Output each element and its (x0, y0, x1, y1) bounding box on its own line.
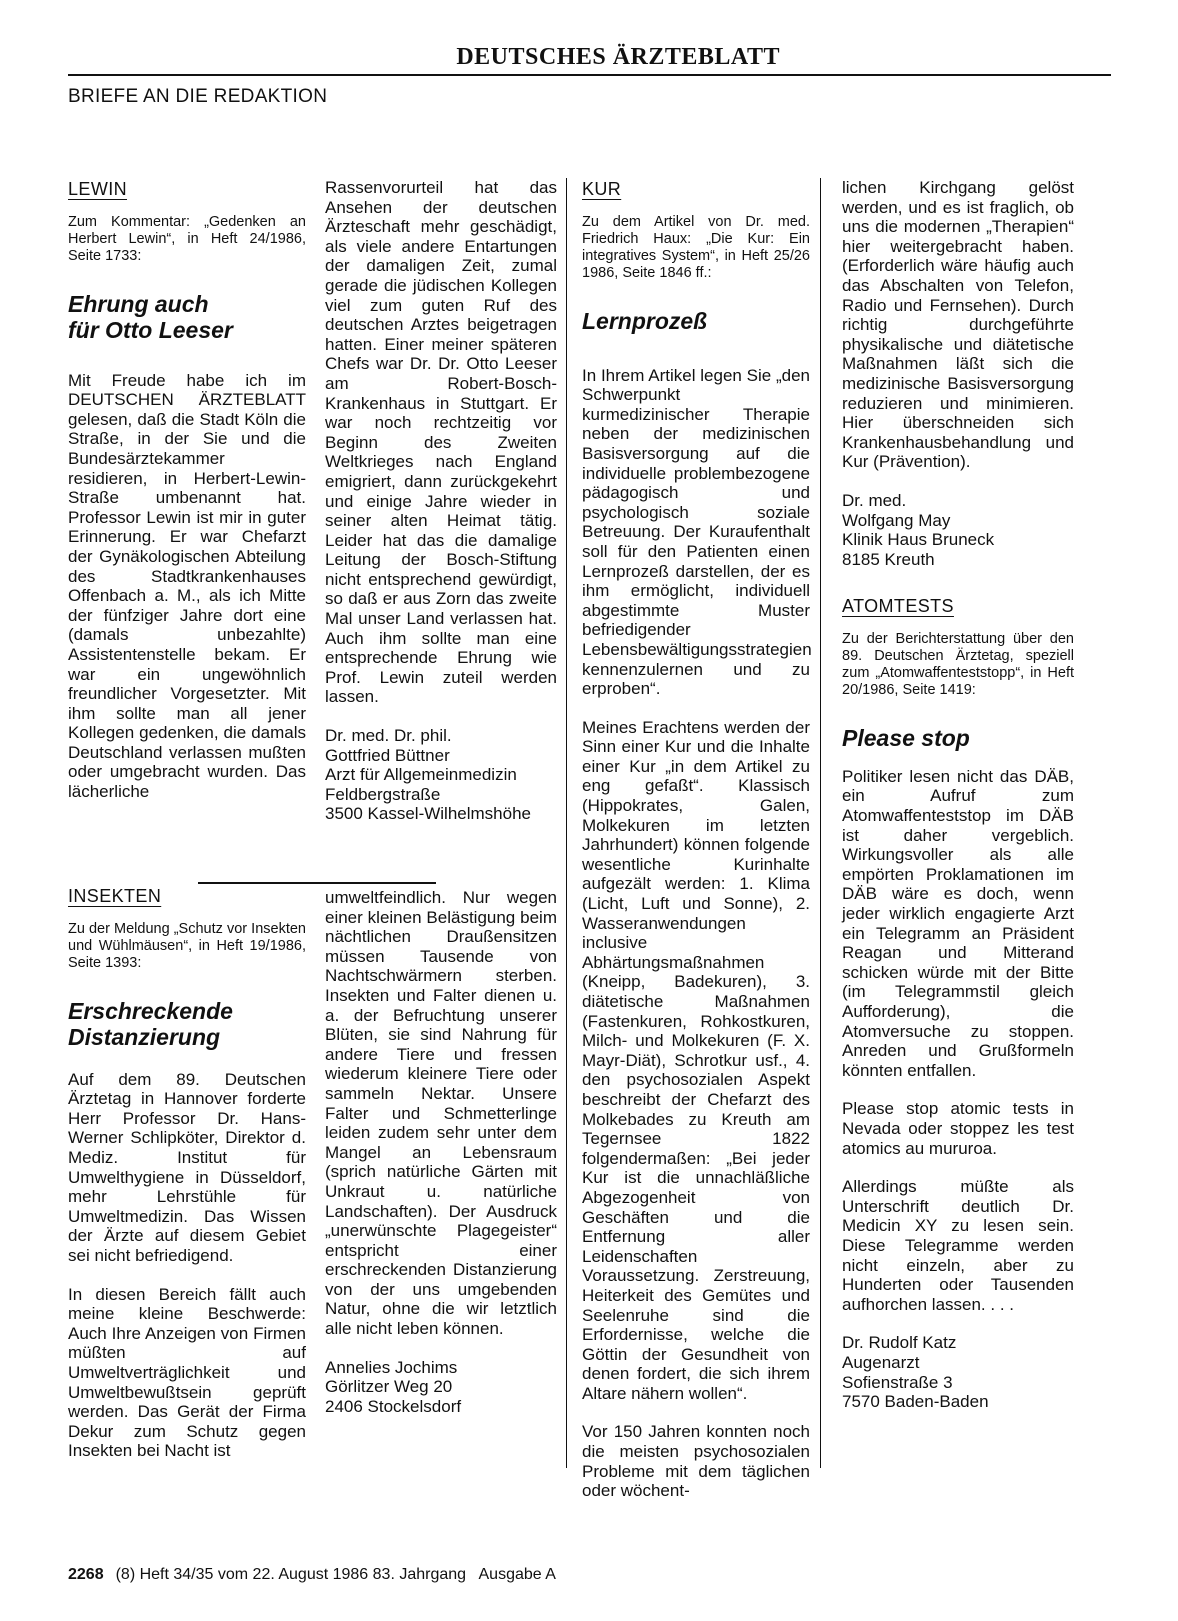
lewin-keyword: LEWIN (68, 179, 128, 199)
insekten-letter-col2 (325, 888, 557, 1416)
signature-line: Wolfgang May (842, 510, 951, 530)
atomtests-intro: Zu der Berichterstattung über den 89. Deutschen Ärztetag, speziell zum „Atomwaffenteststopp“, in Heft 20/1986, Seite 1419: (842, 630, 1074, 698)
atomtests-body-p1: Politiker lesen nicht das DÄB, ein Aufruf zum Atomwaffenteststop im DÄB ist daher vergeblich. Wirkungsvoller als alle empörten Proklamationen im DÄB wäre es doch, wenn jeder wirklich engagierte Arzt ein Telegramm an Präsident Reagan und Mitterand schicken würde mit der Bitte (im Telegrammstil gleich Aufforderung), die Atomversuche zu stoppen. Anreden und Grußformeln könnten entfallen. (842, 766, 1074, 1080)
insekten-letter-col1 (68, 887, 306, 1461)
insekten-body-p1: Auf dem 89. Deutschen Ärztetag in Hannover forderte Herr Professor Dr. Hans-Werner Schlipköter, Direktor d. Mediz. Institut für Umwelthygiene in Düsseldorf, mehr Lehrstühle für Umweltmedizin. Das Wissen der Ärzte auf diesem Gebiet sei nicht befriedigend. (68, 1069, 306, 1265)
lewin-intro: Zum Kommentar: „Gedenken an Herbert Lewin“, in Heft 24/1986, Seite 1733: (68, 213, 306, 264)
kur-keyword: KUR (582, 179, 622, 199)
kur-headline: Lernprozeß (582, 307, 708, 334)
lewin-body-col1: Mit Freude habe ich im DEUTSCHEN ÄRZTEBLATT gelesen, daß die Stadt Köln die Straße, in der Sie und die Bundesärztekammer residieren, in Herbert-Lewin-Straße umbenannt hat. Professor Lewin ist mir in guter Erinnerung. Er war Chefarzt der Gynäkologischen Abteilung des Stadtkrankenhauses Offenbach a. M., als ich Mitte der fünfziger Jahre dort eine (damals unbezahlte) Assistentenstelle bekam. Er war ein ungewöhnlich freundlicher Vorgesetzter. Mit ihm sollte man all jener Kollegen gedenken, die damals Deutschland verlassen mußten oder umgebracht wurden. Das lächerliche (68, 370, 306, 802)
lewin-signature (325, 726, 557, 824)
lewin-headline (68, 291, 306, 343)
page-footer (68, 1566, 556, 1584)
lewin-letter-col1 (68, 180, 306, 802)
atomtests-body-p2: Please stop atomic tests in Nevada oder stoppez les test atomics au mururoa. (842, 1099, 1074, 1158)
kur-letter-col3 (582, 180, 810, 1501)
insekten-signature (325, 1358, 557, 1417)
insekten-headline-line2: Distanzierung (68, 1023, 221, 1050)
insekten-body-col2: umweltfeindlich. Nur wegen einer kleinen Belästigung beim nächtlichen Draußensitzen müssen Tausende von Nachtschwärmern sterben. Insekten und Falter dienen u. a. der Befruchtung unserer Blüten, sie sind Nahrung für andere Tiere und fressen wiederum kleinere Tiere oder sammeln Nektar. Unsere Falter und Schmetterlinge leiden zudem sehr unter dem Mangel an Lebensraum (sprich natürliche Gärten mit Unkraut u. natürliche Landschaften). Der Ausdruck „unerwünschte Plagegeister“ entspricht einer erschreckenden Distanzierung von der uns umgebenden Natur, ohne die wir letztlich alle nicht leben können. (325, 888, 557, 1339)
signature-line: Klinik Haus Bruneck (842, 530, 995, 550)
atomtests-signature (842, 1333, 1074, 1411)
signature-line: Annelies Jochims (325, 1357, 458, 1377)
column-divider (820, 178, 821, 1468)
signature-line: 7570 Baden-Baden (842, 1392, 989, 1412)
lewin-body-col2: Rassenvorurteil hat das Ansehen der deutschen Ärzteschaft mehr geschädigt, als viele andere Entartungen der damaligen Zeit, zumal gerade die jüdischen Kollegen viel zum guten Ruf des deutschen Arztes beigetragen hatten. Einer meiner späteren Chefs war Dr. Dr. Otto Leeser am Robert-Bosch-Krankenhaus in Stuttgart. Er war noch rechtzeitig vor Beginn des Zweiten Weltkrieges nach England emigriert, dann zurückgekehrt und einige Jahre wieder in seiner alten Heimat tätig. Leider hat das die damalige Leitung der Bosch-Stiftung nicht entsprechend gewürdigt, so daß er aus Zorn das zweite Mal unser Land verlassen hat. Auch ihm sollte man eine entsprechende Ehrung wie Prof. Lewin zuteil werden lassen. (325, 178, 557, 707)
lewin-headline-line2: für Otto Leeser (68, 316, 233, 343)
letter-separator (198, 882, 436, 884)
atomtests-headline: Please stop (842, 724, 970, 751)
kur-body-col4: lichen Kirchgang gelöst werden, und es ist fraglich, ob uns die modernen „Therapien“ hier weitergebracht haben. (Erforderlich wäre häufig auch das Abschalten von Telefon, Radio und Fernsehen). Durch richtig durchgeführte physikalische und diätetische Maßnahmen läßt sich die medizinische Basisversorgung reduzieren und minimieren. Hier überschneiden sich Krankenhausbehandlung und Kur (Prävention). (842, 178, 1074, 472)
atomtests-body-p3: Allerdings müßte als Unterschrift deutlich Dr. Medicin XY zu lesen sein. Diese Telegramme werden nicht einzeln, aber zu Hunderten oder Tausenden aufhorchen lassen. . . . (842, 1177, 1074, 1314)
lewin-headline-line1: Ehrung auch (68, 290, 209, 317)
page-number: 2268 (68, 1566, 104, 1583)
atomtests-keyword: ATOMTESTS (842, 596, 954, 617)
insekten-body-p2: In diesen Bereich fällt auch meine kleine Beschwerde: Auch Ihre Anzeigen von Firmen müßten auf Umweltverträglichkeit und Umweltbewußtsein geprüft werden. Das Gerät der Firma Dekur zum Schutz gegen Insekten bei Nacht ist (68, 1284, 306, 1461)
signature-line: Sofienstraße 3 (842, 1372, 953, 1392)
signature-line: Dr. med. (842, 490, 907, 510)
signature-line: Gottfried Büttner (325, 745, 450, 765)
kur-intro: Zu dem Artikel von Dr. med. Friedrich Haux: „Die Kur: Ein integratives System“, in Heft 25/26 1986, Seite 1846 ff.: (582, 213, 810, 281)
signature-line: 8185 Kreuth (842, 549, 935, 569)
header-rule (68, 74, 1111, 76)
signature-line: Dr. med. Dr. phil. (325, 726, 452, 746)
lewin-letter-col2 (325, 178, 557, 824)
issue-info: (8) Heft 34/35 vom 22. August 1986 83. Jahrgang Ausgabe A (115, 1566, 556, 1583)
insekten-headline (68, 998, 306, 1050)
insekten-keyword: INSEKTEN (68, 886, 162, 906)
signature-line: Augenarzt (842, 1352, 920, 1372)
signature-line: Dr. Rudolf Katz (842, 1333, 957, 1353)
insekten-intro: Zu der Meldung „Schutz vor Insekten und Wühlmäusen“, in Heft 19/1986, Seite 1393: (68, 920, 306, 971)
section-label: BRIEFE AN DIE REDAKTION (68, 86, 328, 107)
kur-letter-col4 (842, 178, 1074, 1412)
signature-line: 3500 Kassel-Wilhelmshöhe (325, 804, 531, 824)
kur-body-p1: In Ihrem Artikel legen Sie „den Schwerpunkt kurmedizinischer Therapie neben der medizinischen Basisversorgung auf die individuelle problembezogene pädagogisch und psychologisch soziale Betreuung. Der Kuraufenthalt soll für den Patienten einen Lernprozeß darstellen, der es ihm ermöglicht, individuell abgestimmte Muster befriedigender Lebensbewältigungsstrategien kennenzulernen und zu erproben“. (582, 365, 812, 699)
kur-signature (842, 491, 1074, 569)
signature-line: Görlitzer Weg 20 (325, 1377, 453, 1397)
signature-line: Arzt für Allgemeinmedizin (325, 765, 517, 785)
insekten-headline-line1: Erschreckende (68, 997, 233, 1024)
column-divider (566, 178, 567, 1468)
kur-body-p2: Meines Erachtens werden der Sinn einer Kur und die Inhalte einer Kur „in dem Artikel zu eng gefaßt“. Klassisch (Hippokrates, Galen, Molkekuren im letzten Jahrhundert) können folgende wesentliche Kurinhalte aufgezält werden: 1. Klima (Licht, Luft und Sonne), 2. Wasseranwendungen inclusive Abhärtungsmaßnahmen (Kneipp, Badekuren), 3. diätetische Maßnahmen (Fastenkuren, Rohkostkuren, Milch- und Molkekuren (F. X. Mayr-Diät), Schrotkur usf., 4. den psychosozialen Aspekt beschreibt der Chefarzt des Molkebades zu Kreuth am Tegernsee 1822 folgendermaßen: „Bei jeder Kur ist die unnachläßliche Abgezogenheit von Geschäften und die Entfernung aller Leidenschaften Voraussetzung. Zerstreuung, Heiterkeit des Gemütes und Seelenruhe sind die Erfordernisse, welche die Göttin der Gesundheit von denen fordert, die sich ihrem Altare nähern wollen“. (582, 717, 810, 1403)
journal-title: DEUTSCHES ÄRZTEBLATT (456, 44, 780, 70)
signature-line: 2406 Stockelsdorf (325, 1396, 462, 1416)
signature-line: Feldbergstraße (325, 784, 441, 804)
kur-body-p3: Vor 150 Jahren konnten noch die meisten psychosozialen Probleme mit dem täglichen oder wöchent- (582, 1422, 810, 1501)
